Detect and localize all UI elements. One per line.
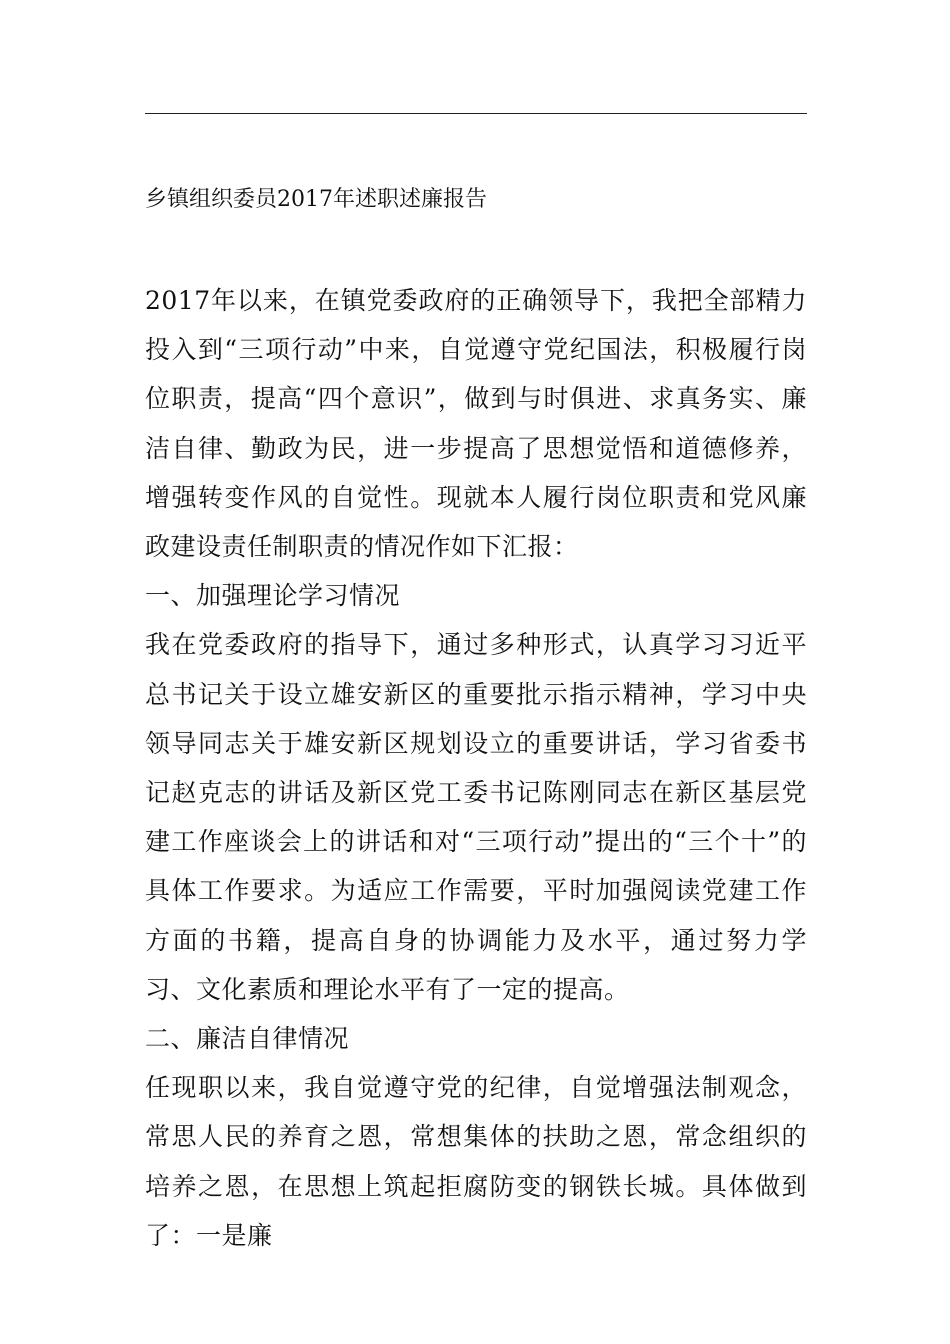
- intro-paragraph: 2017年以来，在镇党委政府的正确领导下，我把全部精力投入到“三项行动”中来，自觉遵守党纪国法，积极履行岗位职责，提高“四个意识”，做到与时俱进、求真务实、廉洁自律、勤政为民，进一步提高了思想觉悟和道德修养，增强转变作风的自觉性。现就本人履行岗位职责和党风廉政建设责任制职责的情况作如下汇报：: [145, 286, 807, 562]
- document-body: [145, 276, 807, 1256]
- header-rule: [145, 113, 807, 114]
- section-heading-integrity: 二、廉洁自律情况: [145, 1024, 350, 1054]
- document-title: 乡镇组织委员2017年述职述廉报告: [145, 187, 487, 212]
- section-heading-theory-study: 一、加强理论学习情况: [145, 581, 401, 611]
- section-body-theory-study: 我在党委政府的指导下，通过多种形式，认真学习习近平总书记关于设立雄安新区的重要批示指示精神，学习中央领导同志关于雄安新区规划设立的重要讲话，学习省委书记赵克志的讲话及新区党工委书记陈刚同志在新区基层党建工作座谈会上的讲话和对“三项行动”提出的“三个十”的具体工作要求。为适应工作需要，平时加强阅读党建工作方面的书籍，提高自身的协调能力及水平，通过努力学习、文化素质和理论水平有了一定的提高。: [145, 630, 807, 1004]
- section-body-integrity: 任现职以来，我自觉遵守党的纪律，自觉增强法制观念，常思人民的养育之恩，常想集体的扶助之恩，常念组织的培养之恩，在思想上筑起拒腐防变的钢铁长城。具体做到了：一是廉: [145, 1073, 807, 1250]
